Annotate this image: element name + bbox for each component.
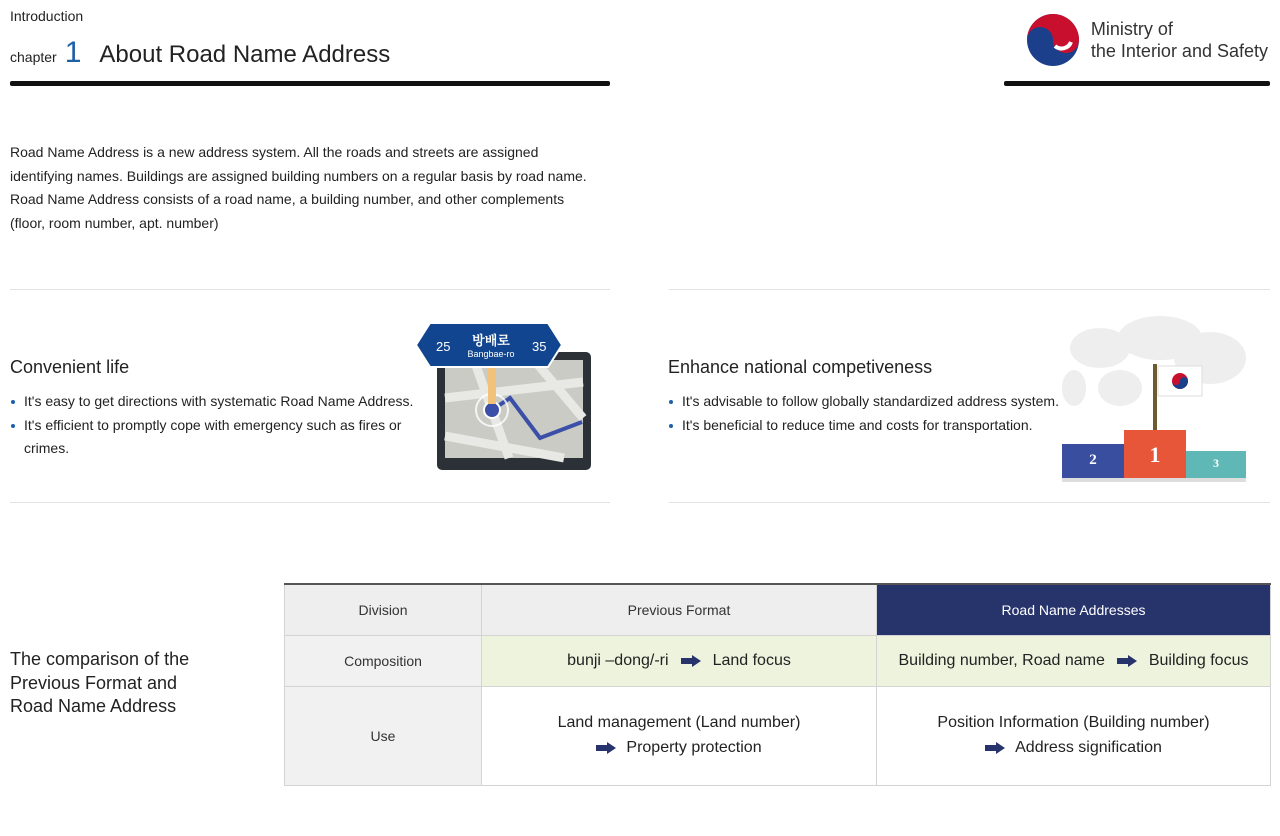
- podium-third: 3: [1213, 456, 1219, 470]
- chapter-label: chapter: [10, 49, 57, 65]
- composition-previous-from: bunji –dong/-ri: [567, 652, 669, 669]
- composition-road-from: Building number, Road name: [898, 652, 1105, 669]
- sign-left-number: 25: [436, 339, 451, 354]
- list-item: It's beneficial to reduce time and costs for transportation.: [668, 414, 1068, 438]
- arrow-right-icon: [681, 655, 701, 667]
- intro-paragraph: [10, 141, 610, 235]
- use-road-line1: Position Information (Building number): [937, 714, 1210, 732]
- taegeuk-logo-icon: [1025, 12, 1081, 68]
- chapter-heading: [10, 36, 390, 70]
- row-label-use: Use: [285, 687, 482, 786]
- table-row: [285, 636, 1271, 687]
- list-item: It's advisable to follow globally standardized address system.: [668, 390, 1068, 414]
- use-previous-line1: Land management (Land number): [557, 714, 801, 732]
- use-road-line2: Address signification: [1015, 739, 1162, 757]
- header-rule-right: [1004, 81, 1270, 86]
- row-label-composition: Composition: [285, 636, 482, 687]
- breadcrumb: Introduction: [10, 8, 84, 24]
- comparison-title: [10, 648, 250, 719]
- list-item: crimes.: [24, 440, 70, 456]
- intro-line: identifying names. Buildings are assigned building numbers on a regular basis by road name.: [10, 167, 587, 184]
- sign-right-number: 35: [532, 339, 547, 354]
- composition-road: [877, 636, 1271, 687]
- competitiveness-title: Enhance national competiveness: [668, 357, 933, 377]
- comparison-table: [284, 583, 1271, 786]
- chapter-number: 1: [64, 36, 82, 69]
- list-item: It's efficient to promptly cope with emergency such as fires or: [10, 414, 430, 438]
- comparison-title-line: Road Name Address: [10, 696, 177, 716]
- sign-roman-name: Bangbae-ro: [467, 349, 515, 359]
- composition-previous: [482, 636, 877, 687]
- header-previous-format: Previous Format: [482, 584, 877, 636]
- comparison-title-line: The comparison of the: [10, 649, 190, 669]
- arrow-right-icon: [985, 742, 1005, 754]
- section-divider: [10, 289, 610, 290]
- header-road-name-addresses: Road Name Addresses: [877, 584, 1271, 636]
- page-title: About Road Name Address: [99, 41, 391, 68]
- table-header-row: [285, 584, 1271, 636]
- header-rule-left: [10, 81, 610, 86]
- ministry-name-line1: Ministry of: [1090, 19, 1173, 39]
- list-item: It's easy to get directions with systematic Road Name Address.: [10, 390, 430, 414]
- podium-second: 2: [1089, 452, 1097, 468]
- use-previous-line2: Property protection: [626, 739, 762, 757]
- section-divider: [669, 289, 1270, 290]
- convenient-life-list: [10, 390, 430, 461]
- use-road: [877, 687, 1271, 786]
- header-division: Division: [285, 584, 482, 636]
- table-row: [285, 687, 1271, 786]
- composition-previous-to: Land focus: [712, 652, 791, 669]
- intro-line: Road Name Address consists of a road name, a building number, and other complements: [10, 191, 565, 207]
- comparison-title-line: Previous Format and: [10, 672, 178, 693]
- convenient-life-title: Convenient life: [10, 357, 130, 377]
- competitiveness-list: [668, 390, 1068, 437]
- section-divider: [669, 502, 1270, 503]
- intro-line: (floor, room number, apt. number): [10, 214, 219, 231]
- arrow-right-icon: [596, 742, 616, 754]
- section-divider: [10, 502, 610, 503]
- ministry-name-line2: the Interior and Safety: [1090, 41, 1268, 61]
- arrow-right-icon: [1117, 655, 1137, 667]
- ministry-brand: [1025, 12, 1268, 68]
- use-previous: [482, 687, 877, 786]
- composition-road-to: Building focus: [1148, 652, 1249, 669]
- intro-line: Road Name Address is a new address system. All the roads and streets are assigned: [10, 144, 539, 160]
- ministry-name: [1091, 18, 1268, 62]
- podium-first: 1: [1149, 442, 1161, 467]
- sign-korean-name: 방배로: [472, 333, 510, 348]
